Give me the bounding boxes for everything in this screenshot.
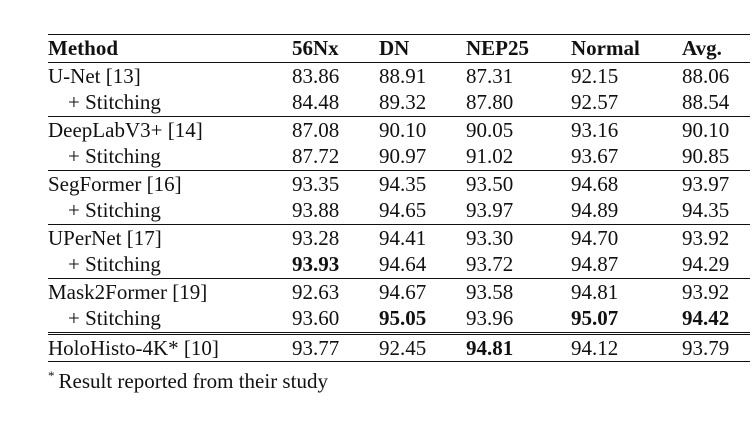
value-cell-dn: 89.32 [379,90,427,115]
header-avg: Avg. [682,36,722,61]
value-cell-dn: 94.41 [379,225,427,250]
method-cell: + Stitching [68,144,161,169]
value-cell-nep25: 87.80 [466,90,514,115]
value-cell-dn: 94.65 [379,198,427,223]
value-cell-dn: 94.67 [379,279,427,304]
value-cell-avg: 94.35 [682,198,730,223]
value-cell-nep25: 93.72 [466,252,514,277]
method-cell: + Stitching [68,90,161,115]
value-cell-nep25: 94.81 [466,335,514,360]
value-cell-avg: 93.92 [682,225,730,250]
value-cell-normal: 92.57 [571,90,619,115]
method-cell: + Stitching [68,306,161,331]
value-cell-56nx: 87.08 [292,117,340,142]
header-dn: DN [379,36,410,61]
value-cell-avg: 90.10 [682,117,730,142]
table-row [48,170,750,197]
table-row [48,278,750,305]
header-normal: Normal [571,36,640,61]
value-cell-normal: 94.81 [571,279,619,304]
value-cell-56nx: 93.88 [292,198,340,223]
value-cell-56nx: 93.35 [292,171,340,196]
value-cell-avg: 94.42 [682,306,730,331]
value-cell-avg: 90.85 [682,144,730,169]
method-cell: U-Net [13] [48,63,141,88]
table-row [48,224,750,251]
method-cell: + Stitching [68,198,161,223]
value-cell-nep25: 87.31 [466,63,514,88]
table-row [48,116,750,143]
value-cell-nep25: 93.58 [466,279,514,304]
value-cell-normal: 95.07 [571,306,619,331]
value-cell-avg: 88.54 [682,90,730,115]
table-body [48,62,750,362]
header-56nx: 56Nx [292,36,339,61]
method-cell: UPerNet [17] [48,225,162,250]
value-cell-56nx: 93.77 [292,335,340,360]
value-cell-nep25: 93.97 [466,198,514,223]
value-cell-nep25: 93.96 [466,306,514,331]
value-cell-normal: 94.87 [571,252,619,277]
value-cell-normal: 94.12 [571,335,619,360]
results-table-container [48,34,750,362]
method-cell: SegFormer [16] [48,171,182,196]
value-cell-avg: 88.06 [682,63,730,88]
value-cell-normal: 94.70 [571,225,619,250]
table-row [48,143,750,170]
table-row [48,333,750,362]
value-cell-dn: 95.05 [379,306,427,331]
value-cell-dn: 88.91 [379,63,427,88]
table-row [48,89,750,116]
table-row [48,305,750,333]
value-cell-56nx: 93.93 [292,252,340,277]
value-cell-avg: 93.97 [682,171,730,196]
value-cell-56nx: 93.28 [292,225,340,250]
value-cell-normal: 93.67 [571,144,619,169]
value-cell-dn: 90.97 [379,144,427,169]
method-cell: DeepLabV3+ [14] [48,117,203,142]
header-row [48,35,750,63]
footnote-text: Result reported from their study [58,369,328,393]
method-cell: + Stitching [68,252,161,277]
value-cell-normal: 94.89 [571,198,619,223]
value-cell-56nx: 84.48 [292,90,340,115]
value-cell-dn: 94.35 [379,171,427,196]
footnote [48,368,328,394]
value-cell-nep25: 90.05 [466,117,514,142]
value-cell-56nx: 92.63 [292,279,340,304]
value-cell-avg: 93.79 [682,335,730,360]
value-cell-normal: 92.15 [571,63,619,88]
table-row [48,251,750,278]
value-cell-normal: 93.16 [571,117,619,142]
value-cell-nep25: 93.50 [466,171,514,196]
value-cell-nep25: 91.02 [466,144,514,169]
method-cell: HoloHisto-4K* [10] [48,335,219,360]
value-cell-56nx: 87.72 [292,144,340,169]
value-cell-dn: 90.10 [379,117,427,142]
value-cell-nep25: 93.30 [466,225,514,250]
value-cell-dn: 92.45 [379,335,427,360]
value-cell-56nx: 93.60 [292,306,340,331]
table-row [48,62,750,89]
value-cell-avg: 93.92 [682,279,730,304]
value-cell-normal: 94.68 [571,171,619,196]
table-row [48,197,750,224]
results-table [48,34,750,362]
value-cell-avg: 94.29 [682,252,730,277]
value-cell-dn: 94.64 [379,252,427,277]
value-cell-56nx: 83.86 [292,63,340,88]
header-nep25: NEP25 [466,36,529,61]
footnote-marker: * [48,368,55,383]
header-method: Method [48,36,118,61]
method-cell: Mask2Former [19] [48,279,208,304]
table-header [48,35,750,63]
